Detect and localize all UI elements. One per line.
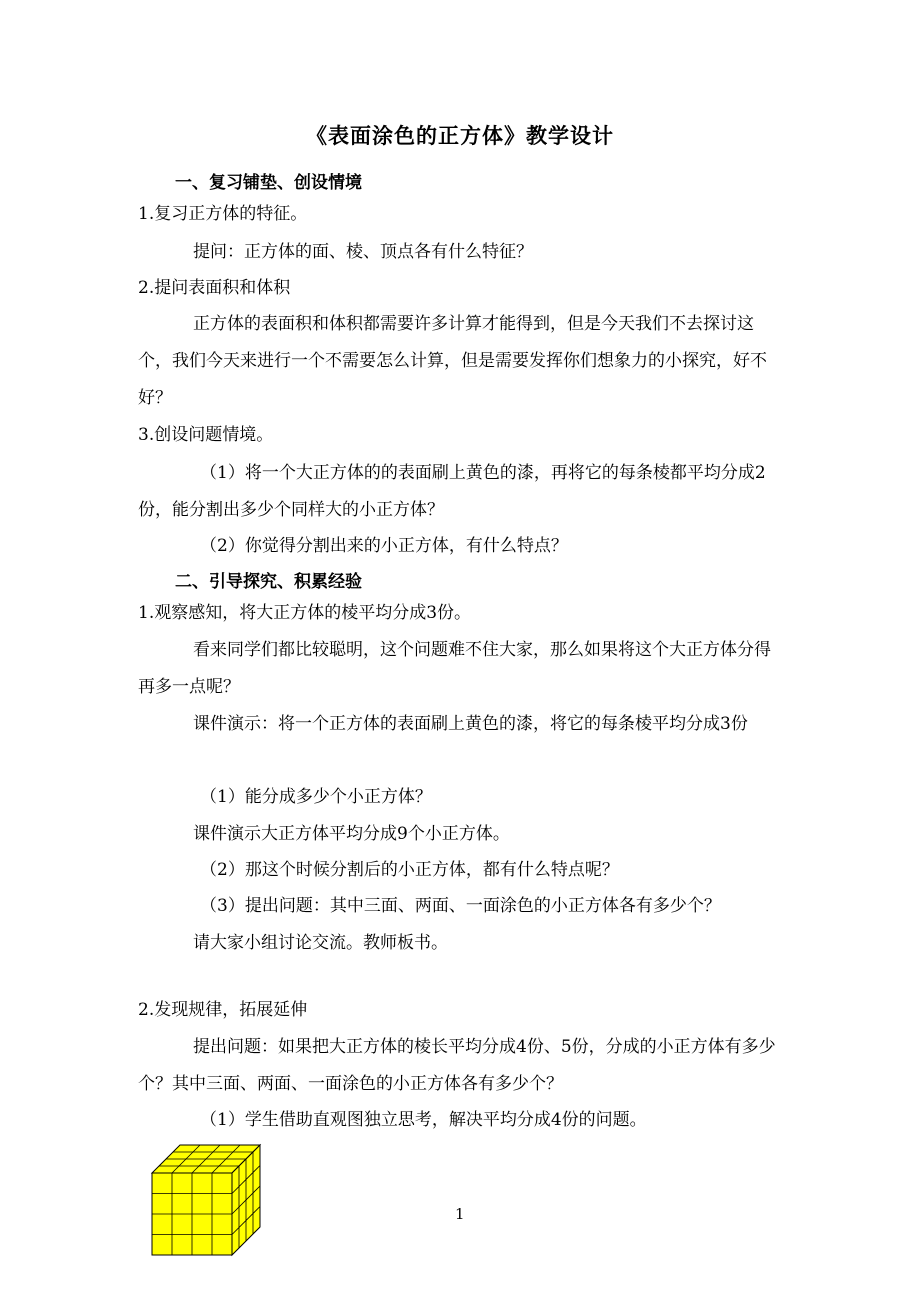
- s2-q2: （2）那这个时候分割后的小正方体，都有什么特点呢？: [200, 860, 619, 880]
- s2-discuss: 请大家小组讨论交流。教师板书。: [193, 933, 448, 953]
- document-title: 《表面涂色的正方体》教学设计: [306, 124, 614, 148]
- s2-item1-text: 看来同学们都比较聪明，这个问题难不住大家，那么如果将这个大正方体分得再多一点呢？: [138, 640, 771, 697]
- s2-q3: （3）提出问题：其中三面、两面、一面涂色的小正方体各有多少个？: [200, 896, 721, 916]
- s1-item2-text: 正方体的表面积和体积都需要许多计算才能得到，但是今天我们不去探讨这个，我们今天来进行一个不需要怎么计算，但是需要发挥你们想象力的小探究，好不好？: [138, 314, 767, 408]
- section2-heading: 二、引导探究、积累经验: [175, 572, 362, 592]
- s2-item1-demo: 课件演示：将一个正方体的表面刷上黄色的漆，将它的每条棱平均分成3份: [193, 714, 748, 734]
- s1-item1-question: 提问：正方体的面、棱、顶点各有什么特征？: [193, 242, 533, 262]
- s1-item2: 2.提问表面积和体积: [138, 278, 291, 298]
- s2-item1: 1.观察感知，将大正方体的棱平均分成3份。: [138, 603, 472, 623]
- s1-item1: 1.复习正方体的特征。: [138, 204, 308, 224]
- s2-q1: （1）能分成多少个小正方体？: [200, 787, 432, 807]
- s2-item2-text: 提出问题：如果把大正方体的棱长平均分成4份、5份，分成的小正方体有多少个？其中三面、两面、一面涂色的小正方体各有多少个？: [138, 1037, 776, 1094]
- s1-item3-a: （1）将一个大正方体的的表面刷上黄色的漆，再将它的每条棱都平均分成2份，能分割出多少个同样大的小正方体？: [138, 463, 766, 520]
- page-number: 1: [455, 1205, 465, 1223]
- section1-heading: 一、复习铺垫、创设情境: [175, 173, 362, 193]
- cube-front-face: [152, 1173, 232, 1255]
- s1-item3-b: （2）你觉得分割出来的小正方体，有什么特点？: [200, 536, 568, 556]
- s1-item3: 3.创设问题情境。: [138, 425, 274, 445]
- s2-q1-demo: 课件演示大正方体平均分成9个小正方体。: [193, 824, 510, 844]
- painted-cube-illustration: [150, 1143, 262, 1257]
- s2-item2: 2.发现规律，拓展延伸: [138, 1000, 308, 1020]
- s2-item2-a: （1）学生借助直观图独立思考，解决平均分成4份的问题。: [200, 1110, 647, 1130]
